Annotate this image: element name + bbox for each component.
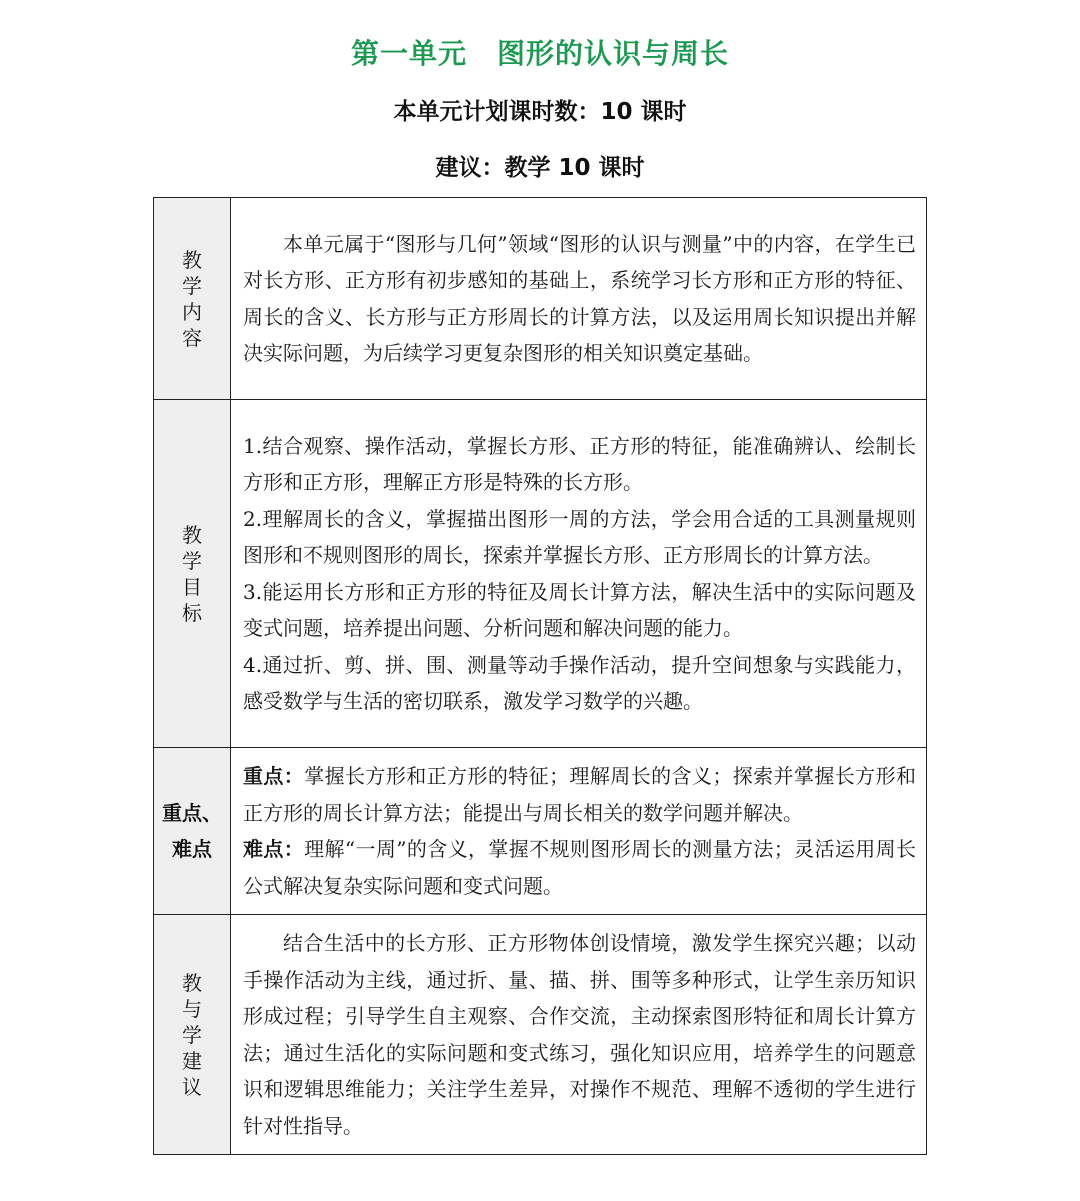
content-cell	[231, 198, 927, 400]
label-line-1: 重点、	[162, 801, 222, 825]
goal-item-4: 4.通过折、剪、拼、围、测量等动手操作活动，提升空间想象与实践能力，感受数学与生活的密切联系，激发学习数学的兴趣。	[243, 652, 916, 713]
row-label-suggestions	[154, 915, 231, 1155]
content-paragraph: 本单元属于“图形与几何”领域“图形的认识与测量”中的内容，在学生已对长方形、正方形有初步感知的基础上，系统学习长方形和正方形的特征、周长的含义、长方形与正方形周长的计算方法，以及运用周长知识提出并解决实际问题，为后续学习更复杂图形的相关知识奠定基础。	[243, 231, 916, 365]
table-row-content	[154, 198, 927, 400]
goal-item-3: 3.能运用长方形和正方形的特征及周长计算方法，解决生活中的实际问题及变式问题，培养提出问题、分析问题和解决问题的能力。	[243, 579, 916, 640]
goal-item-1: 1.结合观察、操作活动，掌握长方形、正方形的特征，能准确辨认、绘制长方形和正方形，理解正方形是特殊的长方形。	[243, 433, 916, 494]
goal-item-2: 2.理解周长的含义，掌握描出图形一周的方法，学会用合适的工具测量规则图形和不规则图形的周长，探索并掌握长方形、正方形周长的计算方法。	[243, 506, 916, 567]
row-label-goals	[154, 400, 231, 748]
unit-number: 第一单元	[350, 37, 467, 70]
row-label-focus	[154, 748, 231, 915]
goals-cell	[231, 400, 927, 748]
row-label-text: 教与学建议	[182, 970, 202, 1099]
unit-topic: 图形的认识与周长	[497, 37, 730, 70]
focus-cell	[231, 748, 927, 915]
difficult-point-label: 难点：	[243, 837, 305, 861]
lesson-plan-table	[153, 197, 927, 1155]
key-point-label: 重点：	[243, 764, 305, 788]
suggestions-paragraph: 结合生活中的长方形、正方形物体创设情境，激发学生探究兴趣；以动手操作活动为主线，通过折、量、描、拼、围等多种形式，让学生亲历知识形成过程；引导学生自主观察、合作交流，主动探索图形特征和周长计算方法；通过生活化的实际问题和变式练习，强化知识应用，培养学生的问题意识和逻辑思维能力；关注学生差异，对操作不规范、理解不透彻的学生进行针对性指导。	[243, 931, 916, 1138]
unit-title	[0, 30, 1080, 78]
difficult-point	[243, 831, 916, 904]
key-point	[243, 758, 916, 831]
key-point-text: 掌握长方形和正方形的特征；理解周长的含义；探索并掌握长方形和正方形的周长计算方法；能提出与周长相关的数学问题并解决。	[243, 764, 916, 825]
row-label-content	[154, 198, 231, 400]
table-row-focus	[154, 748, 927, 915]
suggestions-cell	[231, 915, 927, 1155]
row-label-text	[162, 795, 222, 867]
table-row-goals	[154, 400, 927, 748]
row-label-text: 教学内容	[182, 247, 202, 350]
label-line-2: 难点	[172, 837, 212, 861]
row-label-text: 教学目标	[182, 522, 202, 625]
difficult-point-text: 理解“一周”的含义，掌握不规则图形周长的测量方法；灵活运用周长公式解决复杂实际问题和变式问题。	[243, 837, 916, 898]
plan-hours: 本单元计划课时数：10 课时	[393, 99, 687, 125]
suggested-hours: 建议：教学 10 课时	[435, 155, 645, 181]
table-row-suggestions	[154, 915, 927, 1155]
